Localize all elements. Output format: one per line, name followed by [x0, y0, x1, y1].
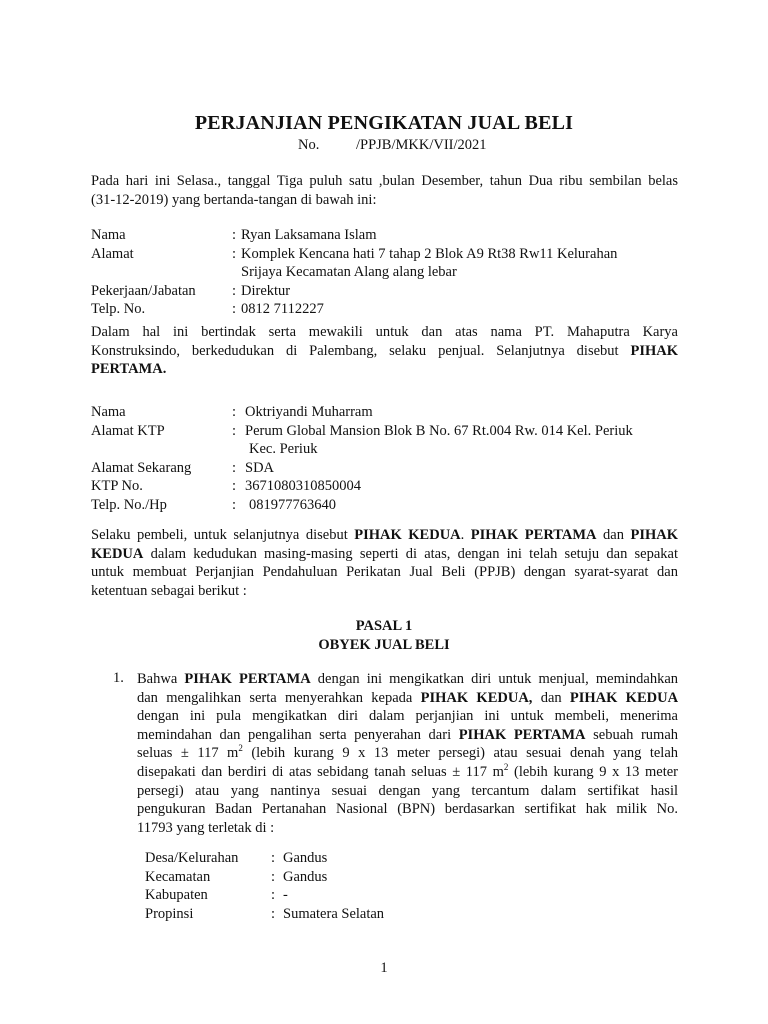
clause-line: pengukuran Badan Pertanahan Nasional (BPN) berdasarkan sertifikat hak milik No. — [137, 801, 678, 818]
location-label: Desa/Kelurahan — [145, 850, 239, 866]
location-value: Gandus — [283, 868, 328, 885]
location-value: Gandus — [283, 850, 328, 866]
field-label: Alamat — [91, 245, 134, 262]
opening-line: Pada hari ini Selasa., tanggal Tiga puluh satu ,bulan Desember, tahun Dua ribu sembilan belas — [91, 173, 678, 189]
field-label: Telp. No. — [91, 301, 146, 318]
opening-line: (31-12-2019) yang bertanda-tangan di bawah ini: — [91, 191, 377, 208]
field-value: Komplek Kencana hati 7 tahap 2 Blok A9 Rt38 Rw11 Kelurahan — [241, 245, 618, 262]
field-row — [91, 403, 691, 422]
clause-line: dan mengalihkan serta menyerahkan kepada PIHAK KEDUA, dan PIHAK KEDUA — [137, 689, 679, 706]
location-label: Kecamatan — [145, 868, 211, 885]
location-row — [145, 905, 545, 924]
field-row — [91, 282, 691, 301]
field-value-continuation: Srijaya Kecamatan Alang alang lebar — [241, 264, 457, 281]
location-label: Kabupaten — [145, 887, 208, 904]
field-value: Direktur — [241, 282, 291, 299]
location-row — [145, 886, 545, 905]
field-colon: : — [232, 227, 237, 243]
field-label: Nama — [91, 404, 126, 420]
article-heading: PASAL 1 — [355, 618, 413, 634]
clause-line: dengan ini pula mengikatkan diri dalam perjanjian ini untuk membeli, menerima — [137, 708, 678, 725]
field-colon: : — [232, 478, 237, 495]
location-colon: : — [271, 868, 276, 885]
field-value: 081977763640 — [249, 496, 336, 513]
clause-line: Bahwa PIHAK PERTAMA dengan ini mengikatkan diri untuk menjual, memindahkan — [137, 671, 679, 687]
description-line: PERTAMA. — [91, 361, 167, 378]
field-colon: : — [232, 496, 237, 513]
opening-paragraph — [91, 172, 678, 209]
document-number — [0, 137, 768, 155]
field-value: SDA — [245, 459, 275, 476]
agreement-line: ketentuan sebagai berikut : — [91, 582, 247, 599]
agreement-line: KEDUA dalam kedudukan masing-masing seperti di atas, dengan ini telah setuju dan sepakat — [91, 545, 679, 562]
location-value: Sumatera Selatan — [283, 905, 385, 922]
field-colon: : — [232, 459, 237, 476]
document-number-label: No. — [298, 137, 320, 153]
field-label: Nama — [91, 227, 126, 243]
clause-line: memindahan dan pengalihan serta penyerahan dari PIHAK PERTAMA sebuah rumah — [137, 726, 679, 743]
field-value: Perum Global Mansion Blok B No. 67 Rt.004 Rw. 014 Kel. Periuk — [245, 422, 633, 439]
field-colon: : — [232, 245, 237, 262]
clause-line: disepakati dan berdiri di atas sebidang tanah seluas ± 117 $m^2$ (lebih kurang 9 x 13 meter — [137, 762, 679, 780]
field-value: 0812 7112227 — [241, 301, 324, 318]
agreement-line: untuk membuat Perjanjian Pendahuluan Perikatan Jual Beli (PPJB) dengan syarat-syarat dan — [91, 564, 678, 581]
field-value: Oktriyandi Muharram — [245, 404, 373, 420]
property-location — [145, 849, 545, 923]
location-label: Propinsi — [145, 905, 194, 922]
document-number-value: /PPJB/MKK/VII/2021 — [356, 137, 487, 153]
location-row — [145, 868, 545, 887]
field-row — [91, 245, 691, 282]
field-label: Pekerjaan/Jabatan — [91, 282, 196, 299]
field-row — [91, 226, 691, 245]
description-line: Dalam hal ini bertindak serta mewakili untuk dan atas nama PT. Mahaputra Karya — [91, 324, 678, 340]
clause-line: seluas ± 117 $m^2$ (lebih kurang 9 x 13 meter persegi) atau sesuai denah yang telah — [137, 743, 678, 762]
field-label: Alamat Sekarang — [91, 459, 192, 476]
location-row — [145, 849, 545, 868]
field-label: Alamat KTP — [91, 422, 165, 439]
clause-body — [137, 670, 678, 837]
location-colon: : — [271, 850, 276, 866]
field-row — [91, 300, 691, 319]
field-value: 3671080310850004 — [245, 478, 361, 495]
field-value-continuation: Kec. Periuk — [249, 441, 318, 458]
field-colon: : — [232, 301, 237, 318]
field-colon: : — [232, 282, 237, 299]
location-colon: : — [271, 887, 276, 904]
field-label: Telp. No./Hp — [91, 496, 167, 513]
first-party-details — [91, 226, 691, 319]
clause-line: persegi) atau yang nantinya sesuai dengan yang tercantum dalam sertifikat hasil — [137, 782, 678, 799]
second-party-details — [91, 403, 691, 515]
location-value: - — [283, 887, 288, 904]
location-colon: : — [271, 905, 276, 922]
description-line: Konstruksindo, berkedudukan di Palembang, selaku penjual. Selanjutnya disebut PIHAK — [91, 342, 678, 359]
field-colon: : — [232, 422, 237, 439]
document-title: PERJANJIAN PENGIKATAN JUAL BELI — [194, 112, 574, 134]
field-row — [91, 496, 691, 515]
field-value: Ryan Laksamana Islam — [241, 227, 377, 243]
clause-line: 11793 yang terletak di : — [137, 819, 275, 836]
field-row — [91, 459, 691, 478]
field-colon: : — [232, 404, 237, 420]
first-party-description — [91, 323, 678, 379]
agreement-paragraph — [91, 526, 678, 600]
agreement-line: Selaku pembeli, untuk selanjutnya disebut PIHAK KEDUA. PIHAK PERTAMA dan PIHAK — [91, 527, 678, 543]
field-label: KTP No. — [91, 478, 143, 495]
field-row — [91, 477, 691, 496]
field-row — [91, 422, 691, 459]
article-subheading: OBYEK JUAL BELI — [318, 637, 450, 653]
clause-number: 1. — [113, 670, 124, 686]
page-number: 1 — [380, 960, 388, 976]
